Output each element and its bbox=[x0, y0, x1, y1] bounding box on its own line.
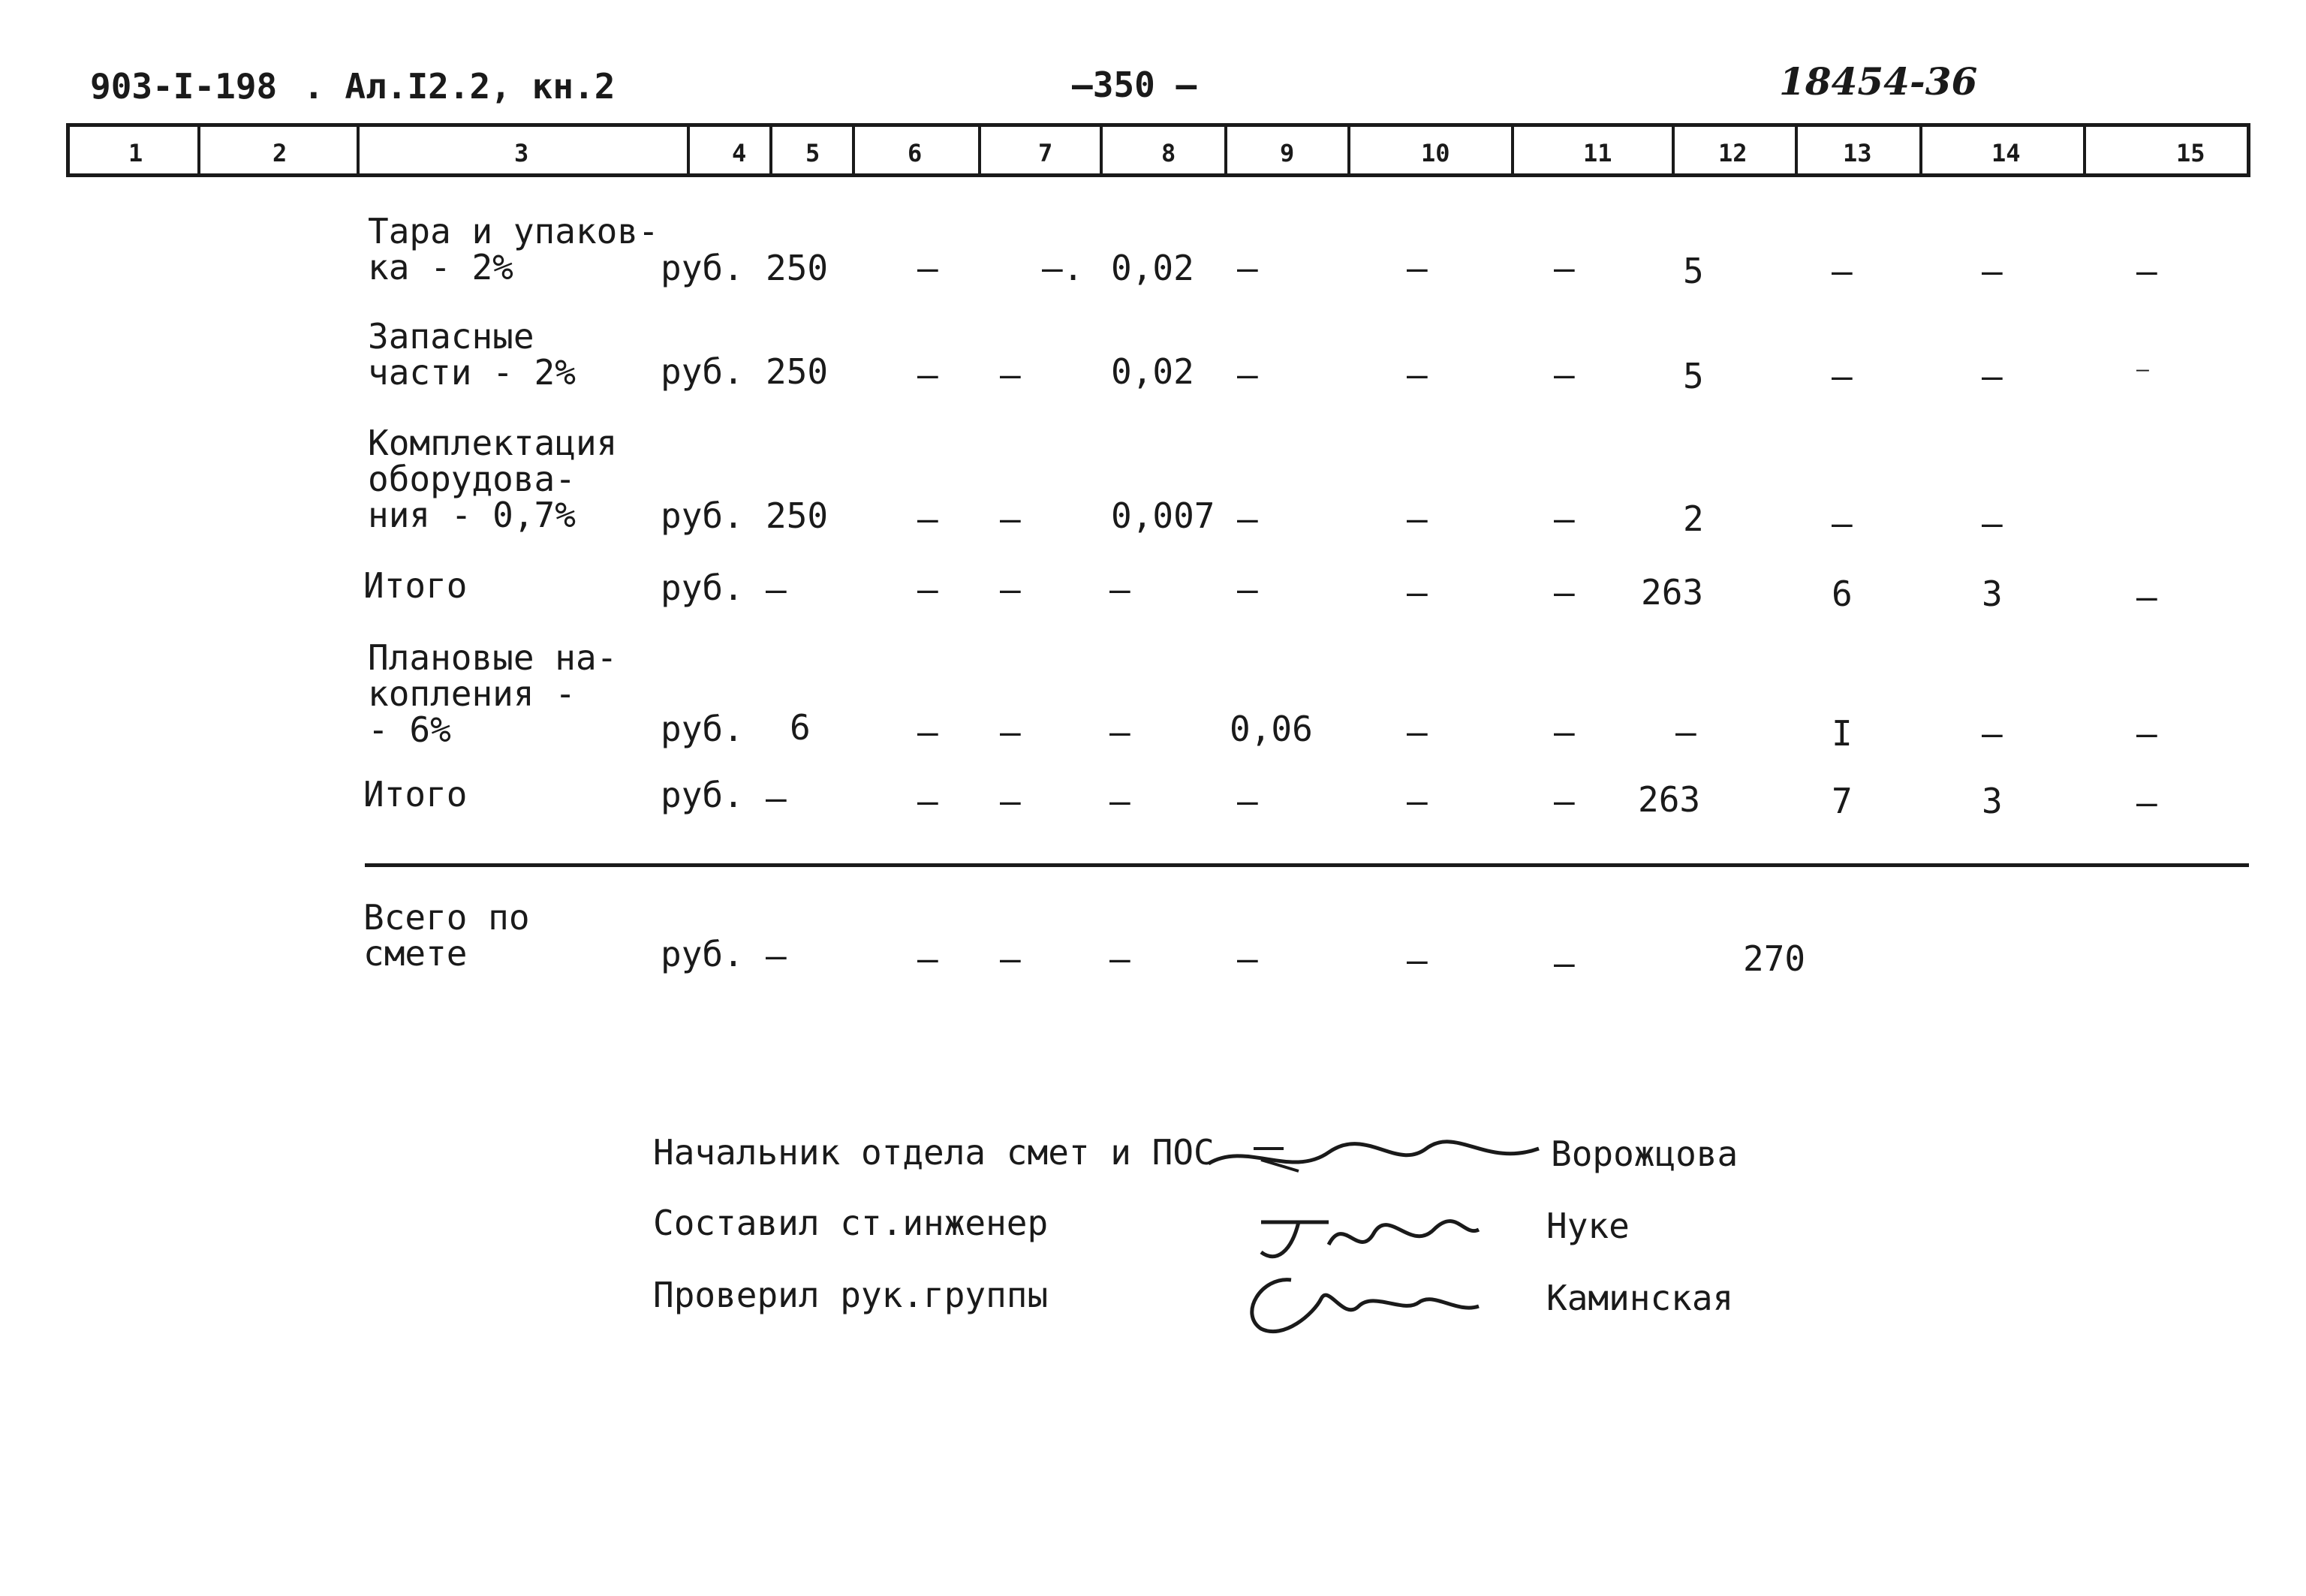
cell-c14: – bbox=[1982, 356, 2003, 396]
col-num: 10 bbox=[1421, 139, 1450, 167]
doc-code: 903-I-198 bbox=[90, 66, 278, 107]
signature-name: Нуке bbox=[1546, 1206, 1630, 1246]
handwritten-signature bbox=[1231, 1269, 1486, 1344]
cell-c5: 250 bbox=[766, 495, 829, 536]
cell-c9: 0,06 bbox=[1230, 709, 1313, 749]
cell-c15: – bbox=[2136, 251, 2157, 291]
cell-c11: – bbox=[1554, 572, 1575, 613]
col-num: 13 bbox=[1843, 139, 1872, 167]
cell-c14: – bbox=[1982, 713, 2003, 754]
cell-c14: 3 bbox=[1982, 574, 2003, 614]
total-label: Всего по смете bbox=[363, 897, 530, 974]
col-num: 12 bbox=[1718, 139, 1748, 167]
cell-c10: – bbox=[1407, 248, 1428, 288]
col-num: 3 bbox=[514, 139, 529, 167]
signature-role: Начальник отдела смет и ПОС bbox=[653, 1132, 1215, 1173]
handwritten-signature bbox=[1201, 1126, 1546, 1186]
cell-c7: – bbox=[1000, 354, 1021, 395]
column-number-header bbox=[66, 123, 2250, 177]
cell-c8: 0,02 bbox=[1111, 351, 1194, 392]
total-c11: – bbox=[1554, 943, 1575, 983]
archive-number: 18454-36 bbox=[1779, 59, 1978, 104]
signature-role: Проверил рук.группы bbox=[653, 1275, 1049, 1315]
cell-c6: – bbox=[917, 248, 938, 288]
col-num: 11 bbox=[1583, 139, 1612, 167]
col-num: 9 bbox=[1280, 139, 1295, 167]
cell-c14: 3 bbox=[1982, 781, 2003, 821]
total-c5: – bbox=[766, 935, 787, 976]
cell-c15: – bbox=[2136, 713, 2157, 754]
cell-c7: – bbox=[1000, 498, 1021, 539]
col-num: 14 bbox=[1991, 139, 2021, 167]
cell-c9: – bbox=[1237, 569, 1258, 610]
cell-c9: – bbox=[1237, 781, 1258, 821]
cell-c12: 5 bbox=[1683, 356, 1704, 396]
cell-unit: руб. bbox=[661, 351, 744, 392]
cell-unit: руб. bbox=[661, 495, 744, 536]
cell-c5: – bbox=[766, 778, 787, 818]
cell-unit: руб. bbox=[661, 775, 744, 815]
cell-c12: 263 bbox=[1638, 779, 1701, 820]
cell-c6: – bbox=[917, 498, 938, 539]
cell-c12: 5 bbox=[1683, 251, 1704, 291]
cell-c10: – bbox=[1407, 712, 1428, 752]
cell-c11: – bbox=[1554, 498, 1575, 539]
total-c12: 270 bbox=[1743, 938, 1806, 979]
col-num: 15 bbox=[2176, 139, 2205, 167]
cell-c7: –. bbox=[1042, 248, 1084, 288]
cell-c11: – bbox=[1554, 248, 1575, 288]
cell-c12: 2 bbox=[1683, 498, 1704, 539]
cell-c5: 6 bbox=[790, 707, 811, 748]
cell-c13: – bbox=[1832, 356, 1853, 396]
cell-c12: 263 bbox=[1641, 572, 1704, 613]
row-label: Тара и упаков- ка - 2% bbox=[368, 211, 659, 288]
cell-c13: 6 bbox=[1832, 574, 1853, 614]
cell-c13: – bbox=[1832, 503, 1853, 544]
cell-c11: – bbox=[1554, 354, 1575, 395]
cell-unit: руб. bbox=[661, 248, 744, 288]
total-c8: – bbox=[1109, 938, 1130, 979]
cell-c13: – bbox=[1832, 251, 1853, 291]
col-num: 7 bbox=[1038, 139, 1053, 167]
cell-c8: – bbox=[1109, 712, 1130, 752]
cell-c9: – bbox=[1237, 248, 1258, 288]
cell-c12: – bbox=[1675, 712, 1696, 752]
signature-role: Составил ст.инженер bbox=[653, 1203, 1049, 1243]
signature-name: Каминская bbox=[1546, 1278, 1734, 1318]
cell-c10: – bbox=[1407, 498, 1428, 539]
cell-c10: – bbox=[1407, 572, 1428, 613]
row-label: Комплектация оборудова- ния - 0,7% bbox=[368, 423, 618, 535]
cell-c7: – bbox=[1000, 712, 1021, 752]
col-num: 8 bbox=[1161, 139, 1176, 167]
cell-c13: 7 bbox=[1832, 781, 1853, 821]
total-unit: руб. bbox=[661, 934, 744, 974]
cell-c10: – bbox=[1407, 354, 1428, 395]
cell-c15: – bbox=[2136, 357, 2149, 381]
row-label: Плановые на- копления - - 6% bbox=[368, 637, 618, 750]
row-label: Итого bbox=[363, 565, 468, 606]
album-reference: . Ал.I2.2, кн.2 bbox=[303, 66, 616, 107]
cell-c13: I bbox=[1832, 713, 1853, 754]
cell-c8: – bbox=[1109, 781, 1130, 821]
col-num: 2 bbox=[272, 139, 287, 167]
cell-c8: – bbox=[1109, 569, 1130, 610]
cell-c8: 0,007 bbox=[1111, 495, 1215, 536]
total-c6: – bbox=[917, 938, 938, 979]
cell-c15: – bbox=[2136, 782, 2157, 823]
cell-c14: – bbox=[1982, 251, 2003, 291]
cell-c9: – bbox=[1237, 498, 1258, 539]
row-label: Итого bbox=[363, 774, 468, 815]
handwritten-signature bbox=[1246, 1200, 1486, 1267]
cell-c11: – bbox=[1554, 712, 1575, 752]
total-c10: – bbox=[1407, 940, 1428, 980]
col-num: 5 bbox=[805, 139, 820, 167]
row-label: Запасные части - 2% bbox=[368, 316, 576, 393]
cell-c5: 250 bbox=[766, 351, 829, 392]
cell-c15: – bbox=[2136, 577, 2157, 617]
cell-c6: – bbox=[917, 354, 938, 395]
cell-c5: – bbox=[766, 569, 787, 610]
col-num: 4 bbox=[732, 139, 747, 167]
cell-c7: – bbox=[1000, 781, 1021, 821]
col-num: 1 bbox=[128, 139, 143, 167]
total-c7: – bbox=[1000, 938, 1021, 979]
cell-c11: – bbox=[1554, 781, 1575, 821]
cell-c7: – bbox=[1000, 569, 1021, 610]
cell-c6: – bbox=[917, 781, 938, 821]
cell-c8: 0,02 bbox=[1111, 248, 1194, 288]
cell-unit: руб. bbox=[661, 709, 744, 749]
total-separator-line bbox=[365, 863, 2249, 867]
signature-name: Ворожцова bbox=[1551, 1134, 1739, 1174]
cell-c9: – bbox=[1237, 354, 1258, 395]
cell-c6: – bbox=[917, 712, 938, 752]
cell-c10: – bbox=[1407, 781, 1428, 821]
cell-unit: руб. bbox=[661, 568, 744, 608]
cell-c6: – bbox=[917, 569, 938, 610]
col-num: 6 bbox=[908, 139, 923, 167]
total-c9: – bbox=[1237, 938, 1258, 979]
cell-c14: – bbox=[1982, 503, 2003, 544]
page-number: —350 — bbox=[1072, 65, 1197, 105]
cell-c5: 250 bbox=[766, 248, 829, 288]
